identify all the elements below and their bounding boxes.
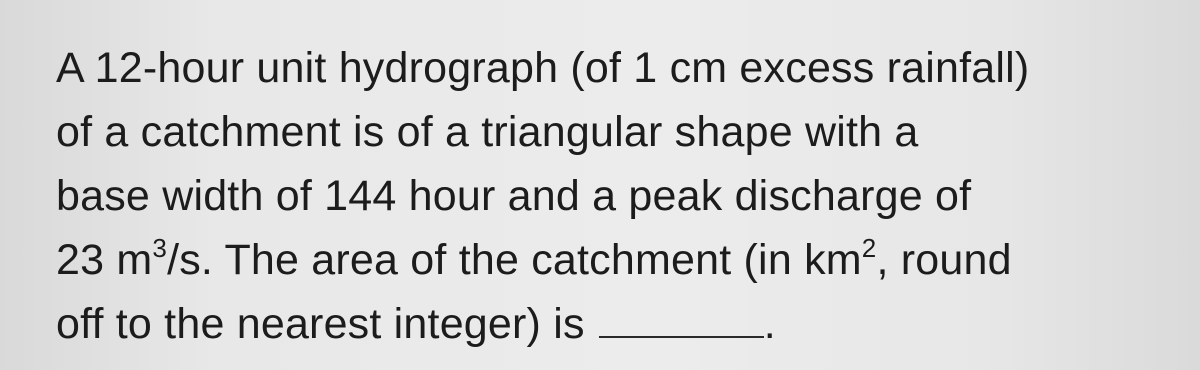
discharge-value: 23 m [56, 236, 153, 284]
question-line-2: of a catchment is of a triangular shape with a [56, 108, 919, 156]
question-line-5-period: . [763, 300, 776, 348]
question-line-3: base width of 144 hour and a peak discharge of [56, 172, 972, 220]
question-line-4 [56, 228, 1176, 292]
question-line-1: A 12-hour unit hydrograph (of 1 cm excess rainfall) [56, 44, 1030, 92]
question-line-5 [56, 292, 1176, 356]
question-text [56, 36, 1176, 356]
question-line-5-text: off to the nearest integer) is [56, 300, 585, 348]
cubic-superscript: 3 [152, 233, 168, 263]
question-line-4-end: , round [876, 236, 1012, 284]
square-superscript: 2 [861, 233, 877, 263]
answer-blank [599, 306, 764, 338]
question-line-4-middle: /s. The area of the catchment (in km [167, 236, 862, 284]
